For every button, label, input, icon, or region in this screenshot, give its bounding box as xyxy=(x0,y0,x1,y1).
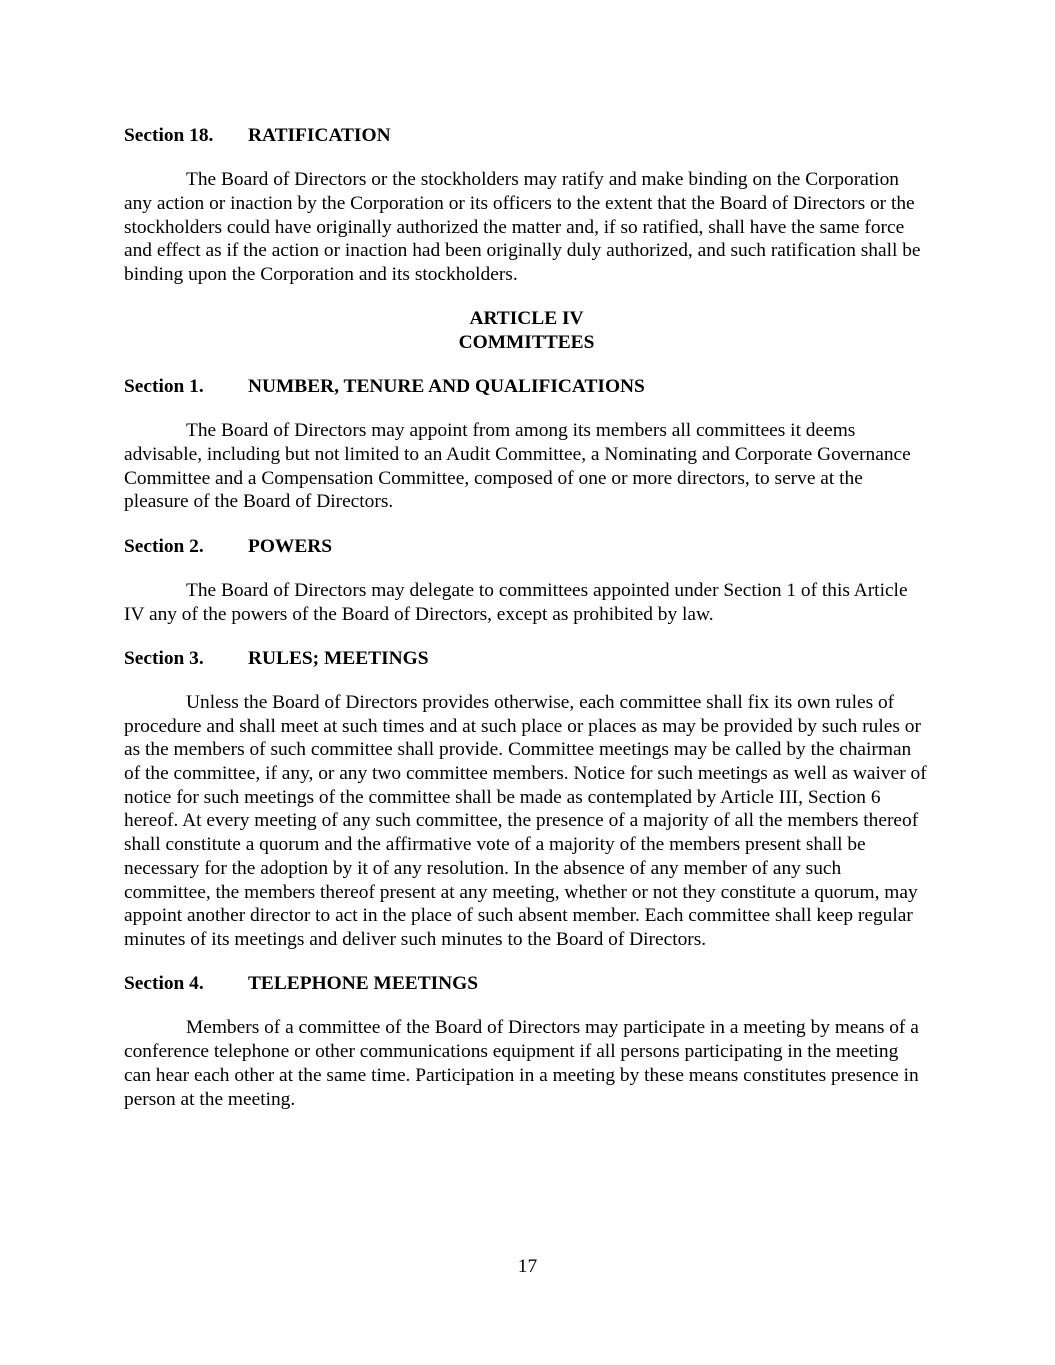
section-heading xyxy=(124,535,929,559)
section-paragraph: Unless the Board of Directors provides otherwise, each committee shall fix its own rules of procedure and shall meet at such times and at such place or places as may be provided by such rules or as the members of such committee shall provide. Committee meetings may be called by the chairman of the committee, if any, or any two committee members. Notice for such meetings as well as waiver of notice for such meetings of the committee shall be made as contemplated by Article III, Section 6 hereof. At every meeting of any such committee, the presence of a majority of all the members thereof shall constitute a quorum and the affirmative vote of a majority of the members present shall be necessary for the adoption by it of any resolution. In the absence of any member of any such committee, the members thereof present at any meeting, whether or not they constitute a quorum, may appoint another director to act in the place of such absent member. Each committee shall keep regular minutes of its meetings and deliver such minutes to the Board of Directors. xyxy=(124,691,927,950)
section-heading xyxy=(124,647,929,671)
page-number: 17 xyxy=(517,1256,538,1277)
section-number: Section 18. xyxy=(124,125,214,146)
article-title: COMMITTEES xyxy=(458,331,595,353)
section-title: RULES; MEETINGS xyxy=(248,647,429,669)
section-title: NUMBER, TENURE AND QUALIFICATIONS xyxy=(248,376,645,398)
section-paragraph: The Board of Directors may delegate to committees appointed under Section 1 of this Article IV any of the powers of the Board of Directors, except as prohibited by law. xyxy=(124,579,908,625)
document-page xyxy=(124,124,929,1132)
article-number: ARTICLE IV xyxy=(469,308,584,330)
section-title: RATIFICATION xyxy=(248,125,391,146)
section-paragraph: The Board of Directors or the stockholders may ratify and make binding on the Corporation any action or inaction by the Corporation or its officers to the extent that the Board of Directors or the stockholders could have originally authorized the matter and, if so ratified, shall have the same force and effect as if the action or inaction had been originally duly authorized, and such ratification shall be binding upon the Corporation and its stockholders. xyxy=(124,169,921,286)
section-paragraph: Members of a committee of the Board of Directors may participate in a meeting by means of a conference telephone or other communications equipment if all persons participating in the meeting can hear each other at the same time. Participation in a meeting by these means constitutes presence in person at the meeting. xyxy=(124,1017,919,1110)
section-heading xyxy=(124,375,929,399)
article-heading xyxy=(124,307,929,354)
section-heading xyxy=(124,124,929,148)
section-paragraph: The Board of Directors may appoint from among its members all committees it deems advisable, including but not limited to an Audit Committee, a Nominating and Corporate Governance Committee and a Compensation Committee, composed of one or more directors, to serve at the pleasure of the Board of Directors. xyxy=(124,420,911,513)
section-title: TELEPHONE MEETINGS xyxy=(248,973,479,995)
section-number: Section 3. xyxy=(124,647,204,669)
section-heading xyxy=(124,972,929,996)
section-title: POWERS xyxy=(248,535,333,557)
section-number: Section 1. xyxy=(124,376,204,398)
section-number: Section 2. xyxy=(124,535,204,557)
section-number: Section 4. xyxy=(124,973,204,995)
